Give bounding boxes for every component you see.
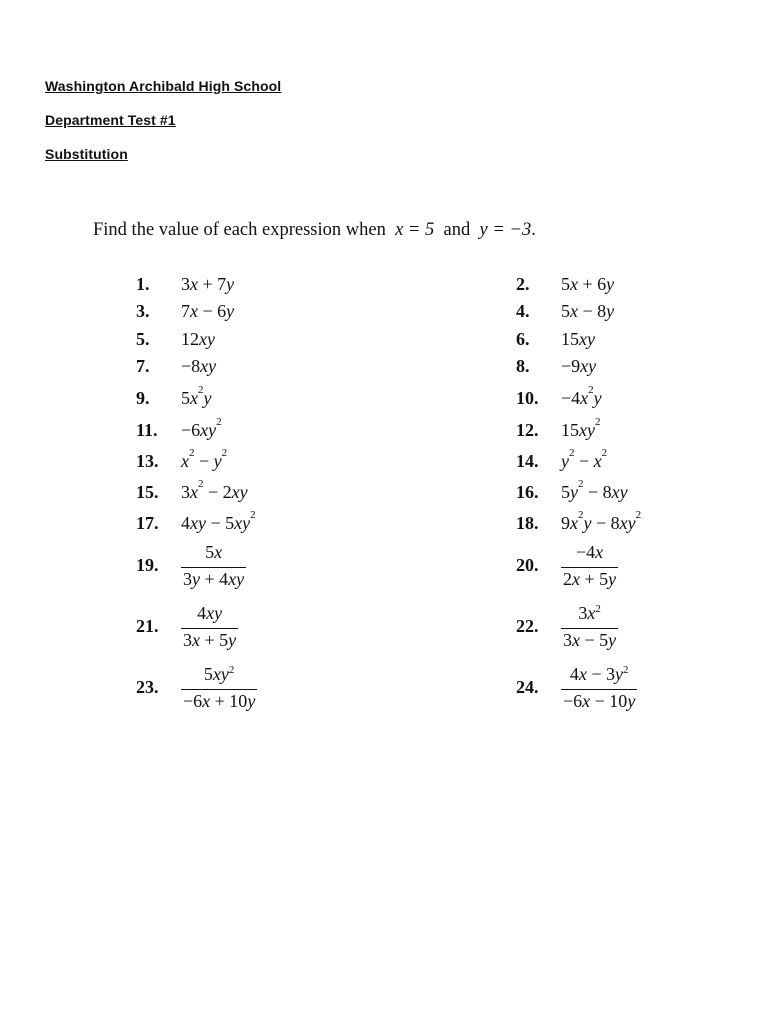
problem-number: 1. [136,274,150,294]
problem-expression: −8xy [181,356,217,376]
problem-expression: $3x^2 - 2xy$ [181,478,248,502]
problem-number: 11. [136,420,158,440]
problem-number: 16. [516,482,539,502]
problem-number: 15. [136,482,159,502]
problem-expression: $5y^2 - 8xy$ [561,478,628,502]
fraction-denominator: 3y + 4xy [183,569,245,589]
problem-expression: $y^2 - x^2$ [561,447,608,471]
problem-number: 19. [136,555,159,575]
problem-fraction [561,541,618,590]
fraction-numerator: −4x [576,542,604,562]
fraction-denominator: −6x + 10y [183,691,256,711]
fraction-denominator: 2x + 5y [563,569,617,589]
fraction-numerator: $4x - 3y^2$ [569,664,629,684]
test-title: Department Test #1 [45,112,176,128]
x-condition: x = 5 [395,220,435,240]
fraction-denominator: −6x − 10y [563,691,636,711]
problem-expression: 12xy [181,329,215,349]
problem-expression: 7x − 6y [181,301,235,321]
problem-number: 7. [136,356,150,376]
problem-number: 9. [136,388,150,408]
problem-expression: $-4x^2y$ [561,384,602,408]
fraction-numerator: 5x [205,542,223,562]
topic-title: Substitution [45,146,128,162]
problem-number: 12. [516,420,539,440]
problem-number: 20. [516,555,539,575]
problem-expression: 3x + 7y [181,274,235,294]
problem-number: 2. [516,274,530,294]
fraction-denominator: 3x + 5y [183,630,237,650]
instruction-and: and [443,220,471,240]
problem-number: 17. [136,513,159,533]
problem-fraction [181,541,246,590]
problem-number: 6. [516,329,530,349]
fraction-numerator: $3x^2$ [578,603,601,623]
problem-expression: 15xy [561,329,595,349]
fraction-numerator: $5xy^2$ [203,664,235,684]
problem-expression: $x^2 - y^2$ [181,447,228,471]
problem-fraction [181,663,257,712]
problem-expression: $4xy - 5xy^2$ [181,509,256,533]
instruction [93,220,536,241]
fraction-denominator: 3x − 5y [563,630,617,650]
problem-number: 14. [516,451,539,471]
problem-fraction [561,602,618,651]
problem-number: 5. [136,329,150,349]
problem-number: 8. [516,356,530,376]
problem-expression: $5x^2y$ [181,384,212,408]
y-condition: y = −3 [479,220,532,240]
problem-fraction [561,663,637,712]
problem-expression: 5x + 6y [561,274,615,294]
problem-number: 4. [516,301,530,321]
problem-expression: 5x − 8y [561,301,615,321]
fraction-numerator: 4xy [197,603,223,623]
problem-number: 23. [136,677,159,697]
problem-number: 22. [516,616,539,636]
instruction-lead: Find the value of each expression when [93,220,386,240]
instruction-end: . [531,220,536,240]
problem-expression: $9x^2y - 8xy^2$ [561,509,642,533]
problem-expression: −9xy [561,356,597,376]
problem-expression: $-6xy^2$ [181,416,222,440]
school-name: Washington Archibald High School [45,78,282,94]
problem-fraction [181,602,238,651]
problem-number: 24. [516,677,539,697]
problem-number: 18. [516,513,539,533]
problem-expression: $15xy^2$ [561,416,601,440]
problem-number: 13. [136,451,159,471]
problem-number: 10. [516,388,539,408]
problem-number: 3. [136,301,150,321]
problem-number: 21. [136,616,159,636]
